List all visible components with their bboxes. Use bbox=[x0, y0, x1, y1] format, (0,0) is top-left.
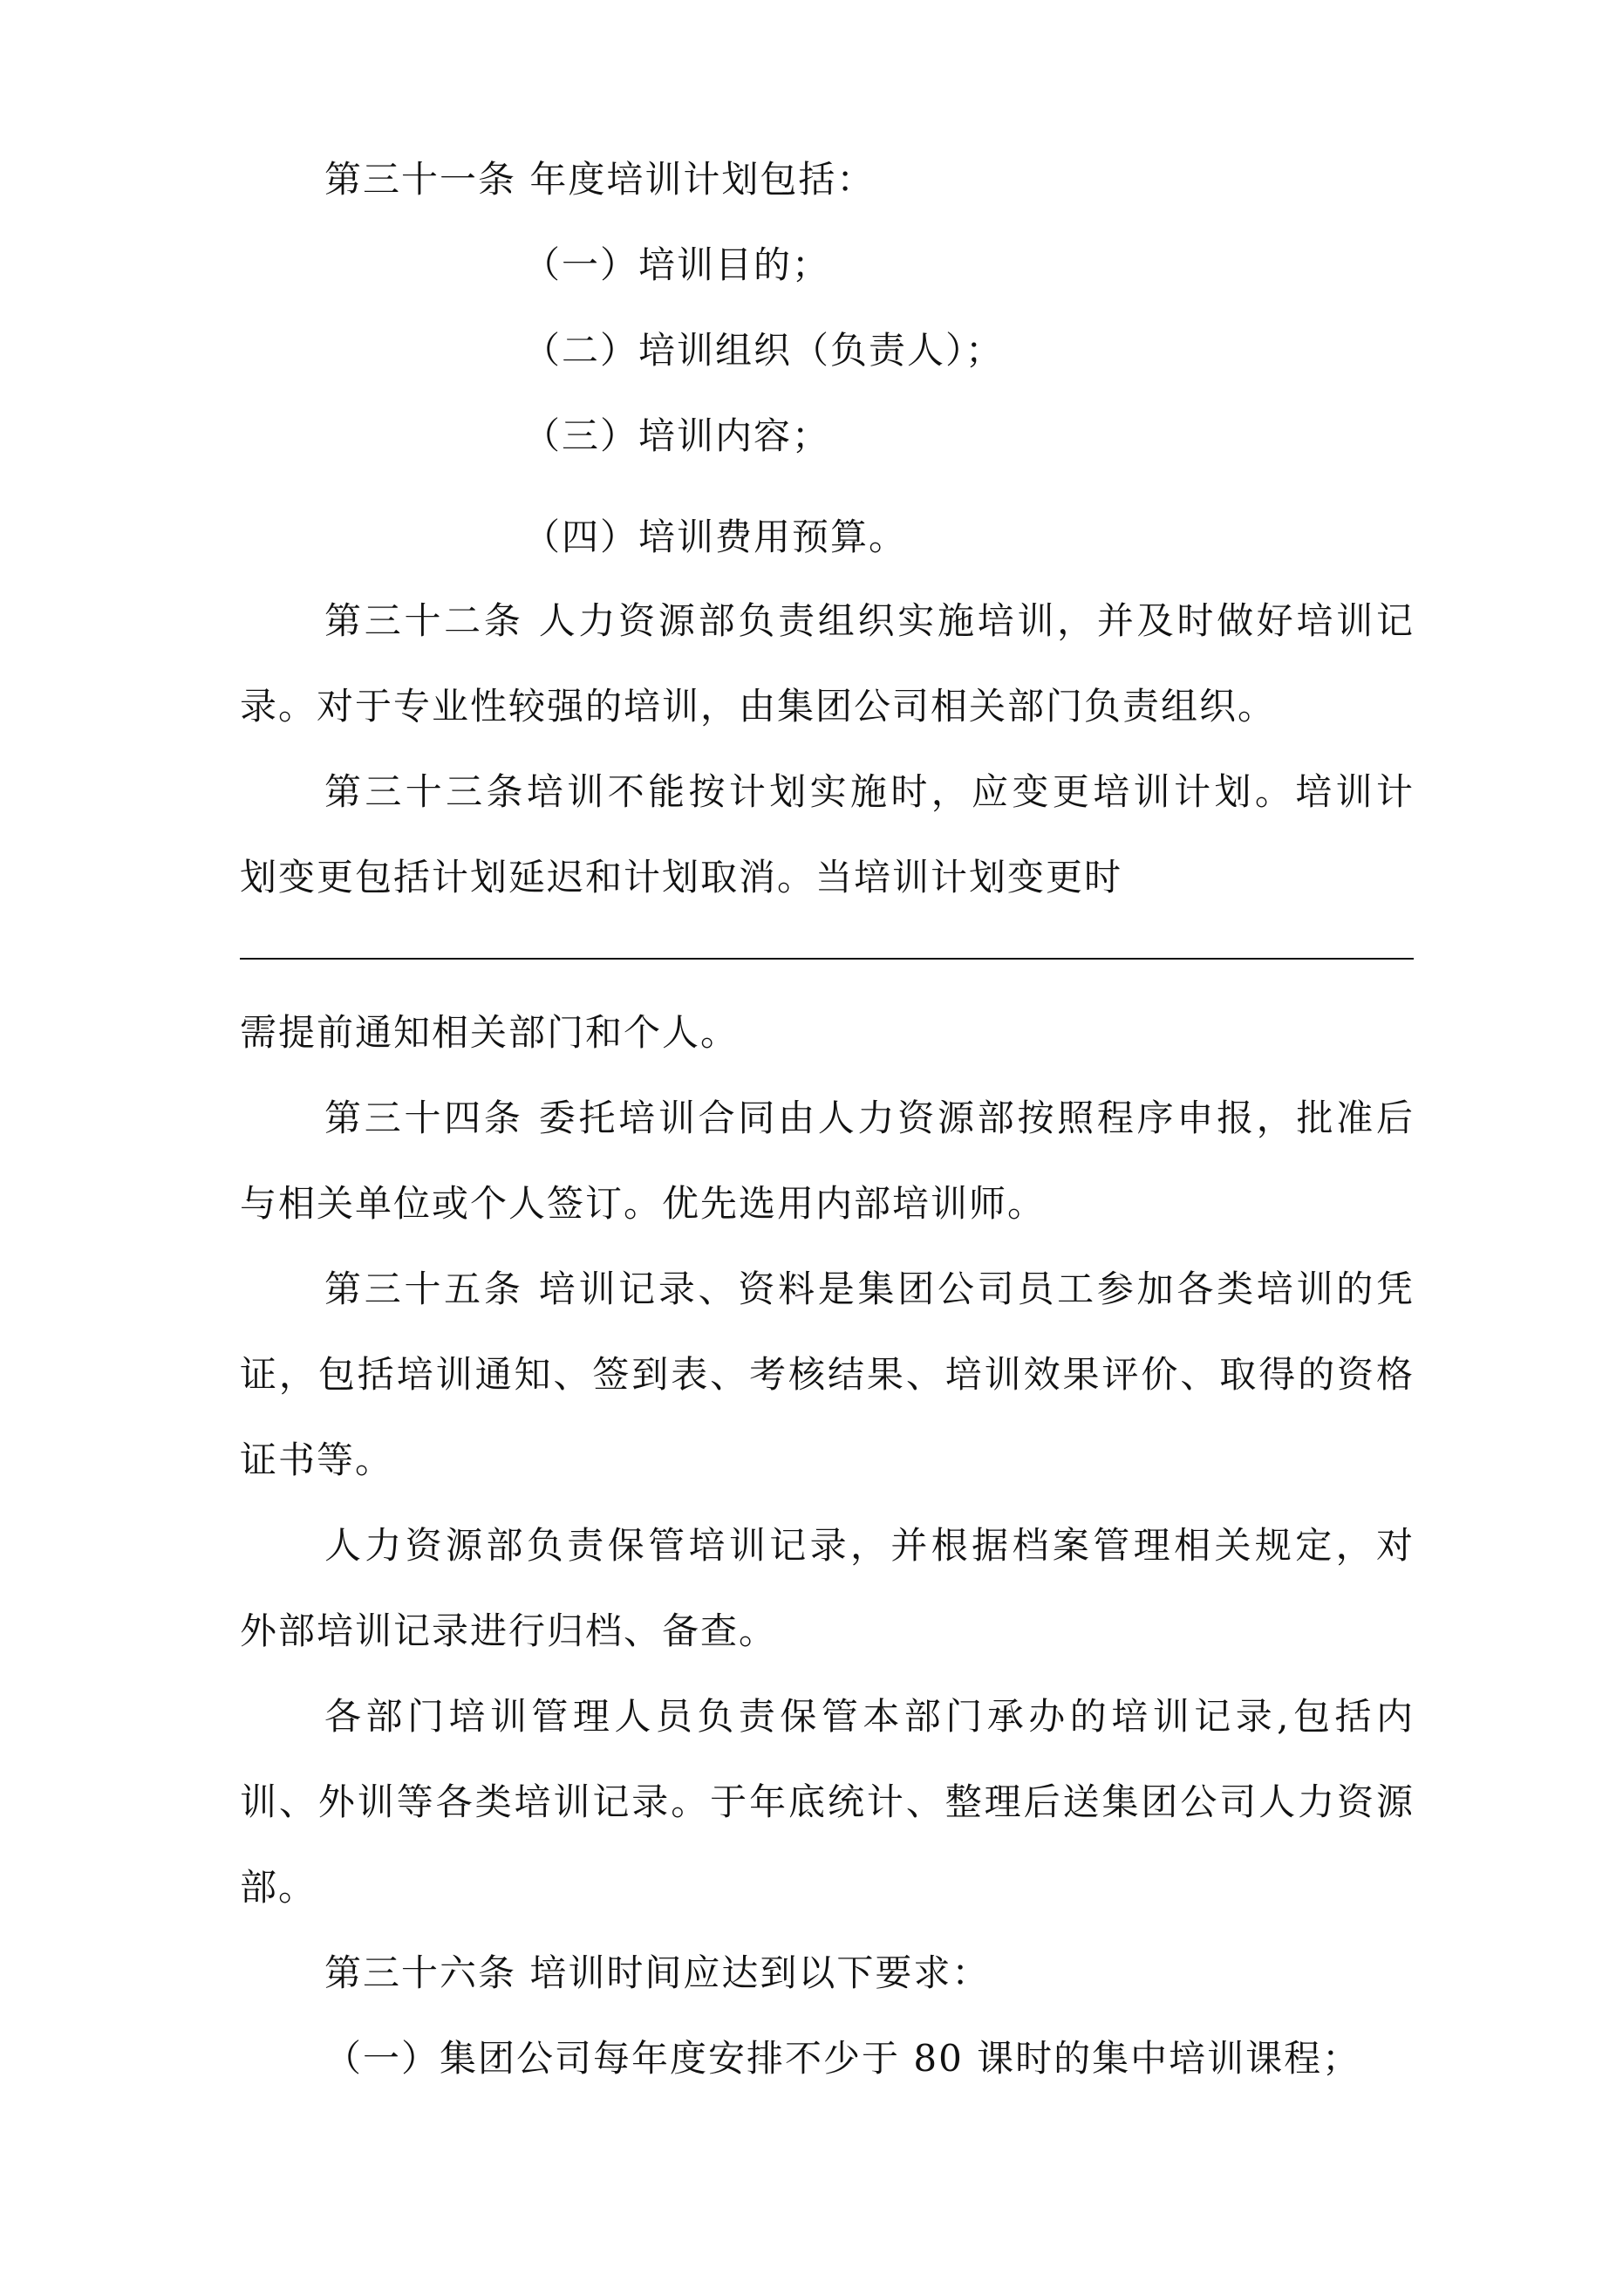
article-35-line-1: 第三十五条 培训记录、资料是集团公司员工参加各类培训的凭 bbox=[324, 1268, 1413, 1310]
article-31-item-2: （二）培训组织（负责人）； bbox=[523, 329, 1005, 372]
dept-records-line-1: 各部门培训管理人员负责保管本部门承办的培训记录,包括内 bbox=[324, 1695, 1413, 1738]
hr-records-line-1: 人力资源部负责保管培训记录，并根据档案管理相关规定，对 bbox=[324, 1524, 1413, 1567]
article-33-line-2: 划变更包括计划延迟和计划取消。当培训计划变更时 bbox=[240, 856, 1123, 899]
article-31-item-4: （四）培训费用预算。 bbox=[523, 516, 908, 558]
article-34-line-1: 第三十四条 委托培训合同由人力资源部按照程序申报，批准后 bbox=[324, 1097, 1413, 1139]
continuation-text: 需提前通知相关部门和个人。 bbox=[240, 1011, 740, 1054]
dept-records-line-2: 训、外训等各类培训记录。于年底统计、整理后送集团公司人力资源 bbox=[240, 1780, 1413, 1823]
article-35-line-3: 证书等。 bbox=[240, 1438, 394, 1481]
hr-records-line-2: 外部培训记录进行归档、备查。 bbox=[240, 1609, 778, 1652]
article-32-line-2: 录。对于专业性较强的培训，由集团公司相关部门负责组织。 bbox=[240, 685, 1277, 728]
page-break-rule bbox=[240, 958, 1414, 960]
article-34-line-2: 与相关单位或个人签订。优先选用内部培训师。 bbox=[240, 1182, 1047, 1225]
article-31-title: 第三十一条 年度培训计划包括： bbox=[324, 158, 876, 201]
article-36-title: 第三十六条 培训时间应达到以下要求： bbox=[324, 1951, 991, 1994]
dept-records-line-3: 部。 bbox=[240, 1866, 317, 1909]
article-35-line-2: 证，包括培训通知、签到表、考核结果、培训效果评价、取得的资格 bbox=[240, 1353, 1413, 1396]
article-31-item-1: （一）培训目的； bbox=[523, 243, 831, 286]
article-33-line-1: 第三十三条培训不能按计划实施时，应变更培训计划。培训计 bbox=[324, 770, 1413, 813]
article-36-item-1: （一）集团公司每年度安排不少于 80 课时的集中培训课程； bbox=[324, 2037, 1361, 2080]
article-31-item-3: （三）培训内容； bbox=[523, 414, 831, 457]
article-32-line-1: 第三十二条 人力资源部负责组织实施培训，并及时做好培训记 bbox=[324, 599, 1413, 642]
